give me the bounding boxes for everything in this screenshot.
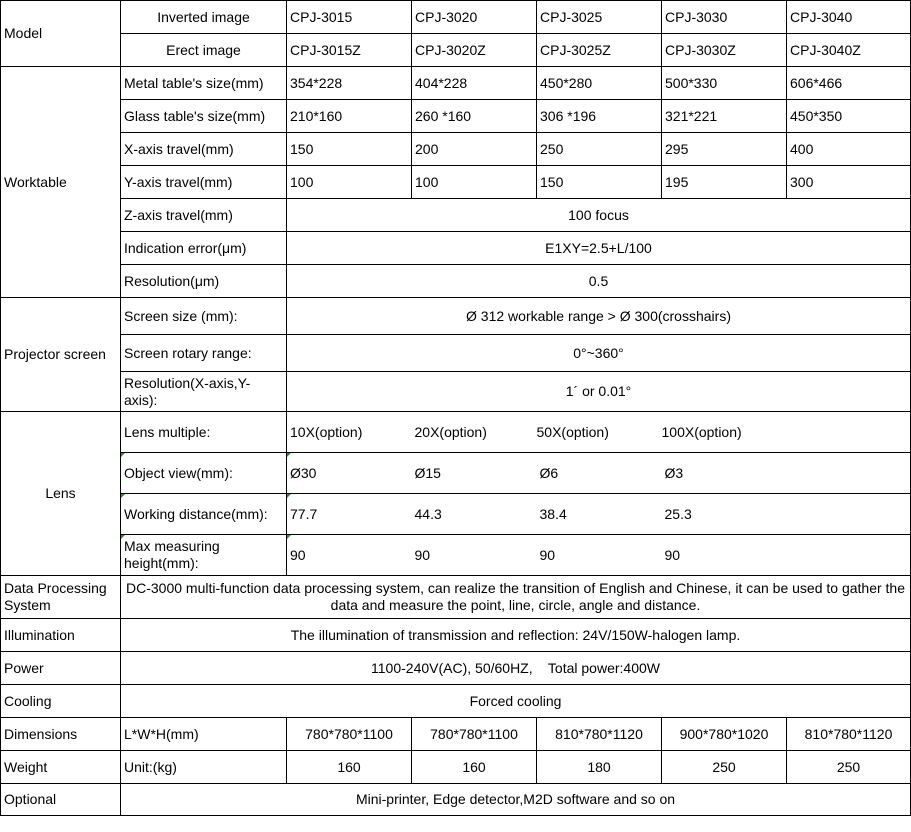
lens-multiple-row — [1, 412, 911, 453]
worktable-resolution-row — [1, 265, 911, 298]
dimensions-cell: 780*780*1100 — [287, 718, 412, 751]
x-travel-row — [1, 133, 911, 166]
dimensions-label: Dimensions — [1, 718, 121, 751]
model-erect-cell: CPJ-3030Z — [662, 34, 787, 67]
indication-label: Indication error(μm) — [121, 232, 287, 265]
data-processing-row — [1, 576, 911, 619]
metal-cell: 354*228 — [287, 67, 412, 100]
object-view-label: Object view(mm): — [121, 453, 287, 494]
rotary-value: 0°~360° — [287, 335, 911, 372]
y-travel-cell: 100 — [287, 166, 412, 199]
projector-label: Projector screen — [1, 298, 121, 412]
metal-cell: 606*466 — [787, 67, 911, 100]
lens-empty-cell — [787, 453, 911, 494]
lens-empty-cell — [787, 494, 911, 535]
lens-multiple-cell: 10X(option) — [287, 412, 412, 453]
x-travel-cell: 200 — [412, 133, 537, 166]
model-erect-cell: CPJ-3015Z — [287, 34, 412, 67]
optional-value: Mini-printer, Edge detector,M2D software and so on — [121, 784, 911, 816]
object-view-cell: Ø15 — [412, 453, 537, 494]
model-inverted-cell: CPJ-3020 — [412, 1, 537, 34]
dimensions-cell: 780*780*1100 — [412, 718, 537, 751]
dimensions-cell: 810*780*1120 — [787, 718, 911, 751]
lens-multiple-cell: 100X(option) — [662, 412, 787, 453]
glass-cell: 450*350 — [787, 100, 911, 133]
screen-size-value: Ø 312 workable range > Ø 300(crosshairs) — [287, 298, 911, 335]
glass-cell: 210*160 — [287, 100, 412, 133]
illumination-value: The illumination of transmission and reflection: 24V/150W-halogen lamp. — [121, 619, 911, 652]
lens-multiple-cell: 20X(option) — [412, 412, 537, 453]
inverted-label: Inverted image — [121, 1, 287, 34]
metal-cell: 500*330 — [662, 67, 787, 100]
dimensions-sublabel: L*W*H(mm) — [121, 718, 287, 751]
power-value: 1100-240V(AC), 50/60HZ, Total power:400W — [121, 652, 911, 685]
model-inverted-cell: CPJ-3025 — [537, 1, 662, 34]
object-view-cell: Ø3 — [662, 453, 787, 494]
dimensions-cell: 810*780*1120 — [537, 718, 662, 751]
y-travel-row — [1, 166, 911, 199]
erect-label: Erect image — [121, 34, 287, 67]
worktable-label: Worktable — [1, 67, 121, 298]
model-inverted-cell: CPJ-3040 — [787, 1, 911, 34]
model-erect-cell: CPJ-3025Z — [537, 34, 662, 67]
max-height-cell: 90 — [537, 535, 662, 576]
cooling-value: Forced cooling — [121, 685, 911, 718]
y-travel-cell: 100 — [412, 166, 537, 199]
max-height-label: Max measuring height(mm): — [121, 535, 287, 576]
x-travel-label: X-axis travel(mm) — [121, 133, 287, 166]
model-inverted-cell: CPJ-3030 — [662, 1, 787, 34]
model-erect-cell: CPJ-3040Z — [787, 34, 911, 67]
lens-multiple-cell: 50X(option) — [537, 412, 662, 453]
y-travel-cell: 150 — [537, 166, 662, 199]
weight-cell: 160 — [412, 751, 537, 784]
weight-cell: 160 — [287, 751, 412, 784]
model-row-inverted — [1, 1, 911, 34]
object-view-row — [1, 453, 911, 494]
z-travel-label: Z-axis travel(mm) — [121, 199, 287, 232]
glass-cell: 306 *196 — [537, 100, 662, 133]
power-label: Power — [1, 652, 121, 685]
data-processing-value: DC-3000 multi-function data processing system, can realize the transition of English and Chinese, it can be used to gather the data and measure the point, line, circle, angle and distance. — [121, 576, 911, 619]
glass-row — [1, 100, 911, 133]
indication-value: E1XY=2.5+L/100 — [287, 232, 911, 265]
z-travel-value: 100 focus — [287, 199, 911, 232]
optional-label: Optional — [1, 784, 121, 816]
indication-row — [1, 232, 911, 265]
glass-cell: 260 *160 — [412, 100, 537, 133]
data-processing-label: Data Processing System — [1, 576, 121, 619]
worktable-resolution-value: 0.5 — [287, 265, 911, 298]
x-travel-cell: 400 — [787, 133, 911, 166]
model-inverted-cell: CPJ-3015 — [287, 1, 412, 34]
x-travel-cell: 150 — [287, 133, 412, 166]
cooling-label: Cooling — [1, 685, 121, 718]
illumination-row — [1, 619, 911, 652]
projector-resolution-row — [1, 372, 911, 412]
working-distance-cell: 25.3 — [662, 494, 787, 535]
dimensions-row — [1, 718, 911, 751]
metal-cell: 404*228 — [412, 67, 537, 100]
weight-cell: 250 — [787, 751, 911, 784]
glass-cell: 321*221 — [662, 100, 787, 133]
weight-sublabel: Unit:(kg) — [121, 751, 287, 784]
weight-row — [1, 751, 911, 784]
working-distance-row — [1, 494, 911, 535]
lens-label: Lens — [1, 412, 121, 576]
weight-cell: 180 — [537, 751, 662, 784]
working-distance-cell: 77.7 — [287, 494, 412, 535]
max-height-cell: 90 — [412, 535, 537, 576]
object-view-cell: Ø6 — [537, 453, 662, 494]
x-travel-cell: 250 — [537, 133, 662, 166]
working-distance-cell: 44.3 — [412, 494, 537, 535]
cooling-row — [1, 685, 911, 718]
worktable-resolution-label: Resolution(μm) — [121, 265, 287, 298]
max-height-cell: 90 — [662, 535, 787, 576]
y-travel-label: Y-axis travel(mm) — [121, 166, 287, 199]
lens-empty-cell — [787, 412, 911, 453]
x-travel-cell: 295 — [662, 133, 787, 166]
rotary-row — [1, 335, 911, 372]
model-row-erect — [1, 34, 911, 67]
y-travel-cell: 195 — [662, 166, 787, 199]
power-row — [1, 652, 911, 685]
working-distance-label: Working distance(mm): — [121, 494, 287, 535]
model-erect-cell: CPJ-3020Z — [412, 34, 537, 67]
lens-multiple-label: Lens multiple: — [121, 412, 287, 453]
illumination-label: Illumination — [1, 619, 121, 652]
z-travel-row — [1, 199, 911, 232]
dimensions-cell: 900*780*1020 — [662, 718, 787, 751]
optional-row — [1, 784, 911, 816]
max-height-row — [1, 535, 911, 576]
projector-resolution-value: 1´ or 0.01° — [287, 372, 911, 412]
screen-size-label: Screen size (mm): — [121, 298, 287, 335]
max-height-cell: 90 — [287, 535, 412, 576]
glass-label: Glass table's size(mm) — [121, 100, 287, 133]
working-distance-cell: 38.4 — [537, 494, 662, 535]
screen-size-row — [1, 298, 911, 335]
y-travel-cell: 300 — [787, 166, 911, 199]
rotary-label: Screen rotary range: — [121, 335, 287, 372]
projector-resolution-label: Resolution(X-axis,Y-axis): — [121, 372, 287, 412]
model-label: Model — [1, 1, 121, 67]
metal-label: Metal table's size(mm) — [121, 67, 287, 100]
object-view-cell: Ø30 — [287, 453, 412, 494]
metal-row — [1, 67, 911, 100]
weight-cell: 250 — [662, 751, 787, 784]
lens-empty-cell — [787, 535, 911, 576]
weight-label: Weight — [1, 751, 121, 784]
metal-cell: 450*280 — [537, 67, 662, 100]
